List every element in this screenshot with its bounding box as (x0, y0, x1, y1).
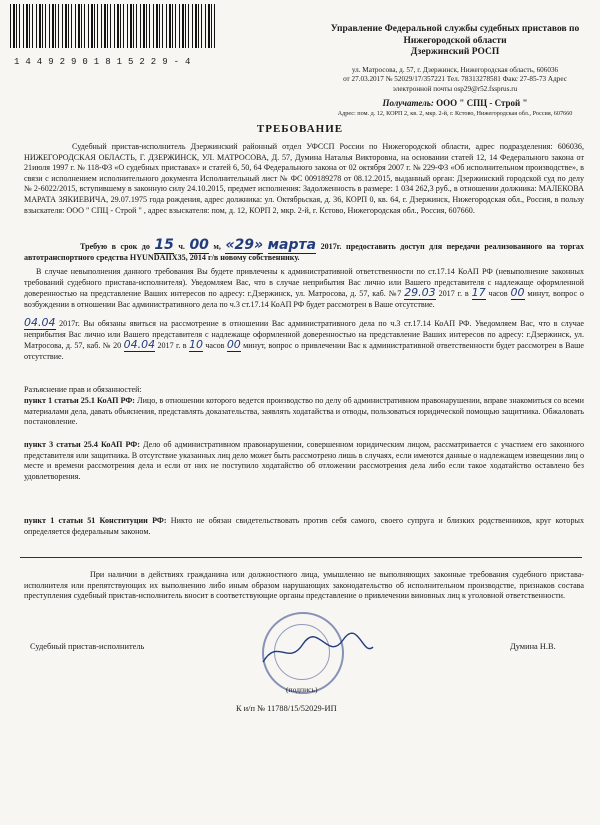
rights-item-2-label: пункт 3 статьи 25.4 КоАП РФ: (24, 440, 140, 449)
rights-item-1-text: Лицо, в отношении которого ведется производство по делу об административном правонарушении, вправе знакомиться со всеми материалами дела, давать объяснения, представлять доказательства, заявлять ходатайства и отводы, пользоваться юридической помощью защитника. Обжаловать постановление. (24, 396, 584, 427)
document-title: ТРЕБОВАНИЕ (256, 123, 344, 135)
rights-item-2 (24, 440, 584, 482)
demand-suffix: 2017г. предоставить доступ для передачи реализованного на торгах автотранспортного средства HYUNDAIIX35, 2014 г/в новому собственнику. (24, 242, 584, 262)
warning2-hour: 10 (188, 338, 203, 352)
signer-role: Судебный пристав-исполнитель (30, 642, 145, 651)
warning1-part2: 2017 г. в (438, 289, 469, 299)
case-number: К и/п № 11788/15/52029-ИП (236, 704, 337, 713)
demand-minute: 00 (189, 237, 209, 253)
demand-hour: 15 (154, 237, 174, 253)
signer-name: Думина Н.В. (510, 642, 556, 651)
agency-line-2: Нижегородской области (403, 35, 507, 46)
rights-heading: Разъяснение прав и обязанностей: (24, 385, 142, 394)
agency-line-3: Дзержинский РОСП (410, 47, 500, 58)
rights-item-3 (24, 516, 584, 537)
footer-notice: При наличии в действиях гражданина или должностного лица, умышленно не выполняющих законные требования судебного пристава-исполнителя или препятствующих их выполнению либо иным образом нарушающих законодательство об исполнительном производстве, признаков состава преступления судебный пристав-исполнитель вносит в соответствующие органы представление о привлечении виновных лиц к уголовной ответственности. (24, 570, 584, 601)
section-divider (20, 557, 582, 558)
warning-paragraph-1 (24, 267, 584, 310)
agency-line-1: Управление Федеральной службы судебных приставов по (330, 24, 580, 34)
barcode (10, 4, 218, 48)
demand-m: м, (213, 242, 221, 251)
warning2-part1: 2017г. Вы обязаны явиться на рассмотрение в отношении Вас административного дела по ч.3 ст.17.14 КоАП РФ. Уведомляем Вас, что в случае неприбытия Вас лично или Вашего представителя с надлежаще оформленной доверенностью на представление Ваших интересов по адресу: г.Дзержинск, ул. Матросова, д. 57, каб. № 20 (24, 319, 584, 351)
warning2-minute: 00 (226, 338, 241, 352)
demand-day: «29» (225, 237, 264, 253)
warning2-date: 04.04 (24, 316, 56, 329)
rights-item-3-label: пункт 1 статьи 51 Конституции РФ: (24, 516, 167, 525)
agency-header (316, 24, 594, 59)
address-line-2: от 27.03.2017 № 52029/17/357221 Тел. 78313278581 Факс 27-85-73 Адрес (343, 75, 567, 84)
rights-item-3-text: Никто не обязан свидетельствовать против себя самого, своего супруга и близких родственников, круг которых определяется федеральным законом. (24, 516, 584, 536)
warning1-date: 29.03 (404, 286, 436, 300)
recipient-address: Адрес: пом. д. 12, КОРП 2, кв. 2, мкр. 2-й, г. Кстово, Нижегородская обл., Россия, 607660 (337, 110, 573, 117)
warning-paragraph-2 (24, 318, 584, 362)
warning1-part1: В случае невыполнения данного требования Вы будете привлечены к административной ответственности по ст.17.14 КоАП РФ (невыполнение законных требований судебного пристава-исполнителя). Уведомляем Вас, что в случае неприбытия Вас лично или Вашего представителя с надлежаще оформленной доверенностью на представление Ваших интересов по адресу: г.Дзержинск, ул. Матросова, д. 57, каб. №7 (24, 267, 584, 299)
warning2-part2: 2017 г. в (157, 341, 187, 351)
demand-h: ч. (178, 242, 185, 251)
recipient-name: ООО " СПЦ - Строй " (436, 98, 528, 108)
warning2-date-2: 04.04 (123, 338, 156, 352)
agency-address (316, 66, 594, 94)
warning1-hour: 17 (471, 286, 486, 300)
warning1-minute: 00 (510, 286, 525, 300)
demand-paragraph (24, 237, 584, 263)
warning1-part3: часов (488, 289, 508, 299)
barcode-number: 14492901815229-4 (14, 57, 197, 67)
warning1-part4: минут, вопрос о возбуждении в отношении Вас административного дела по ч.3 ст.17.14 КоАП РФ будет рассмотрен в Ваше отсутствие. (24, 289, 584, 309)
rights-item-2-text: Дело об административном правонарушении, совершенном юридическим лицом, рассматривается с участием его законного представителя или защитника. В отсутствие указанных лиц дело может быть рассмотрено лишь в случаях, если имеются данные о надлежащем извещении лиц о месте и времени рассмотрения дела и если от них не поступило ходатайство об отложении рассмотрения дела либо если такое ходатайство оставлено без удовлетворения. (24, 440, 584, 481)
rights-item-1-label: пункт 1 статьи 25.1 КоАП РФ: (24, 396, 135, 405)
signature-scribble (258, 632, 378, 672)
rights-item-1 (24, 396, 584, 428)
address-line-3: электронной почты osp29@r52.fssprus.ru (392, 84, 518, 93)
intro-paragraph: Судебный пристав-исполнитель Дзержинский районный отдел УФССП России по Нижегородской области, адрес подразделения: 606036, НИЖЕГОРОДСКАЯ ОБЛАСТЬ, Г. ДЗЕРЖИНСК, УЛ. МАТРОСОВА, Д. 57, Думина Наталья Викторовна, на основании статей 12, 14 Федерального закона от 21июля 1997 г. № 118-ФЗ «О судебных приставах» и статей 6, 50, 64 Федерального закона от 02 октября 2007 г. № 229-ФЗ «Об исполнительном производстве», в связи с исполнением исполнительного документа Исполнительный лист № ФС 009189278 от 08.12.2015, выданный орган: Дзержинский городской суд по делу № 2-6022/2015, вступившему в законную силу 24.10.2015, предмет исполнения: Задолженность в размере: 1 034 262,3 руб., в отношении должника: МАЛЕКОВА МАРАТА ЗЯКИЕВИЧА, 29.07.1975 года рождения, адрес должника: ул. Октябрьская, д. 36, КОРП 0, кв. 64, г. Дзержинск, Нижегородская обл., Россия, в пользу взыскателя: ООО " СПЦ - Строй " , адрес взыскателя: пом, д. 12, КОРП 2, мкр. 2-й, г. Кстово, Нижегородская обл., Россия, 607660. (24, 142, 584, 215)
demand-prefix: Требую в срок до (80, 242, 150, 251)
demand-month: марта (267, 237, 317, 253)
signature-caption: (подпись) (286, 685, 318, 694)
address-line-1: ул. Матросова, д. 57, г. Дзержинск, Нижегородская область, 606036 (351, 66, 559, 74)
warning2-part4: минут, вопрос о привлечении Вас к административной ответственности будет рассмотрен в Ваше отсутствие. (24, 341, 584, 361)
recipient (316, 98, 594, 108)
recipient-label: Получатель: (382, 98, 434, 108)
warning2-part3: часов (205, 341, 225, 351)
